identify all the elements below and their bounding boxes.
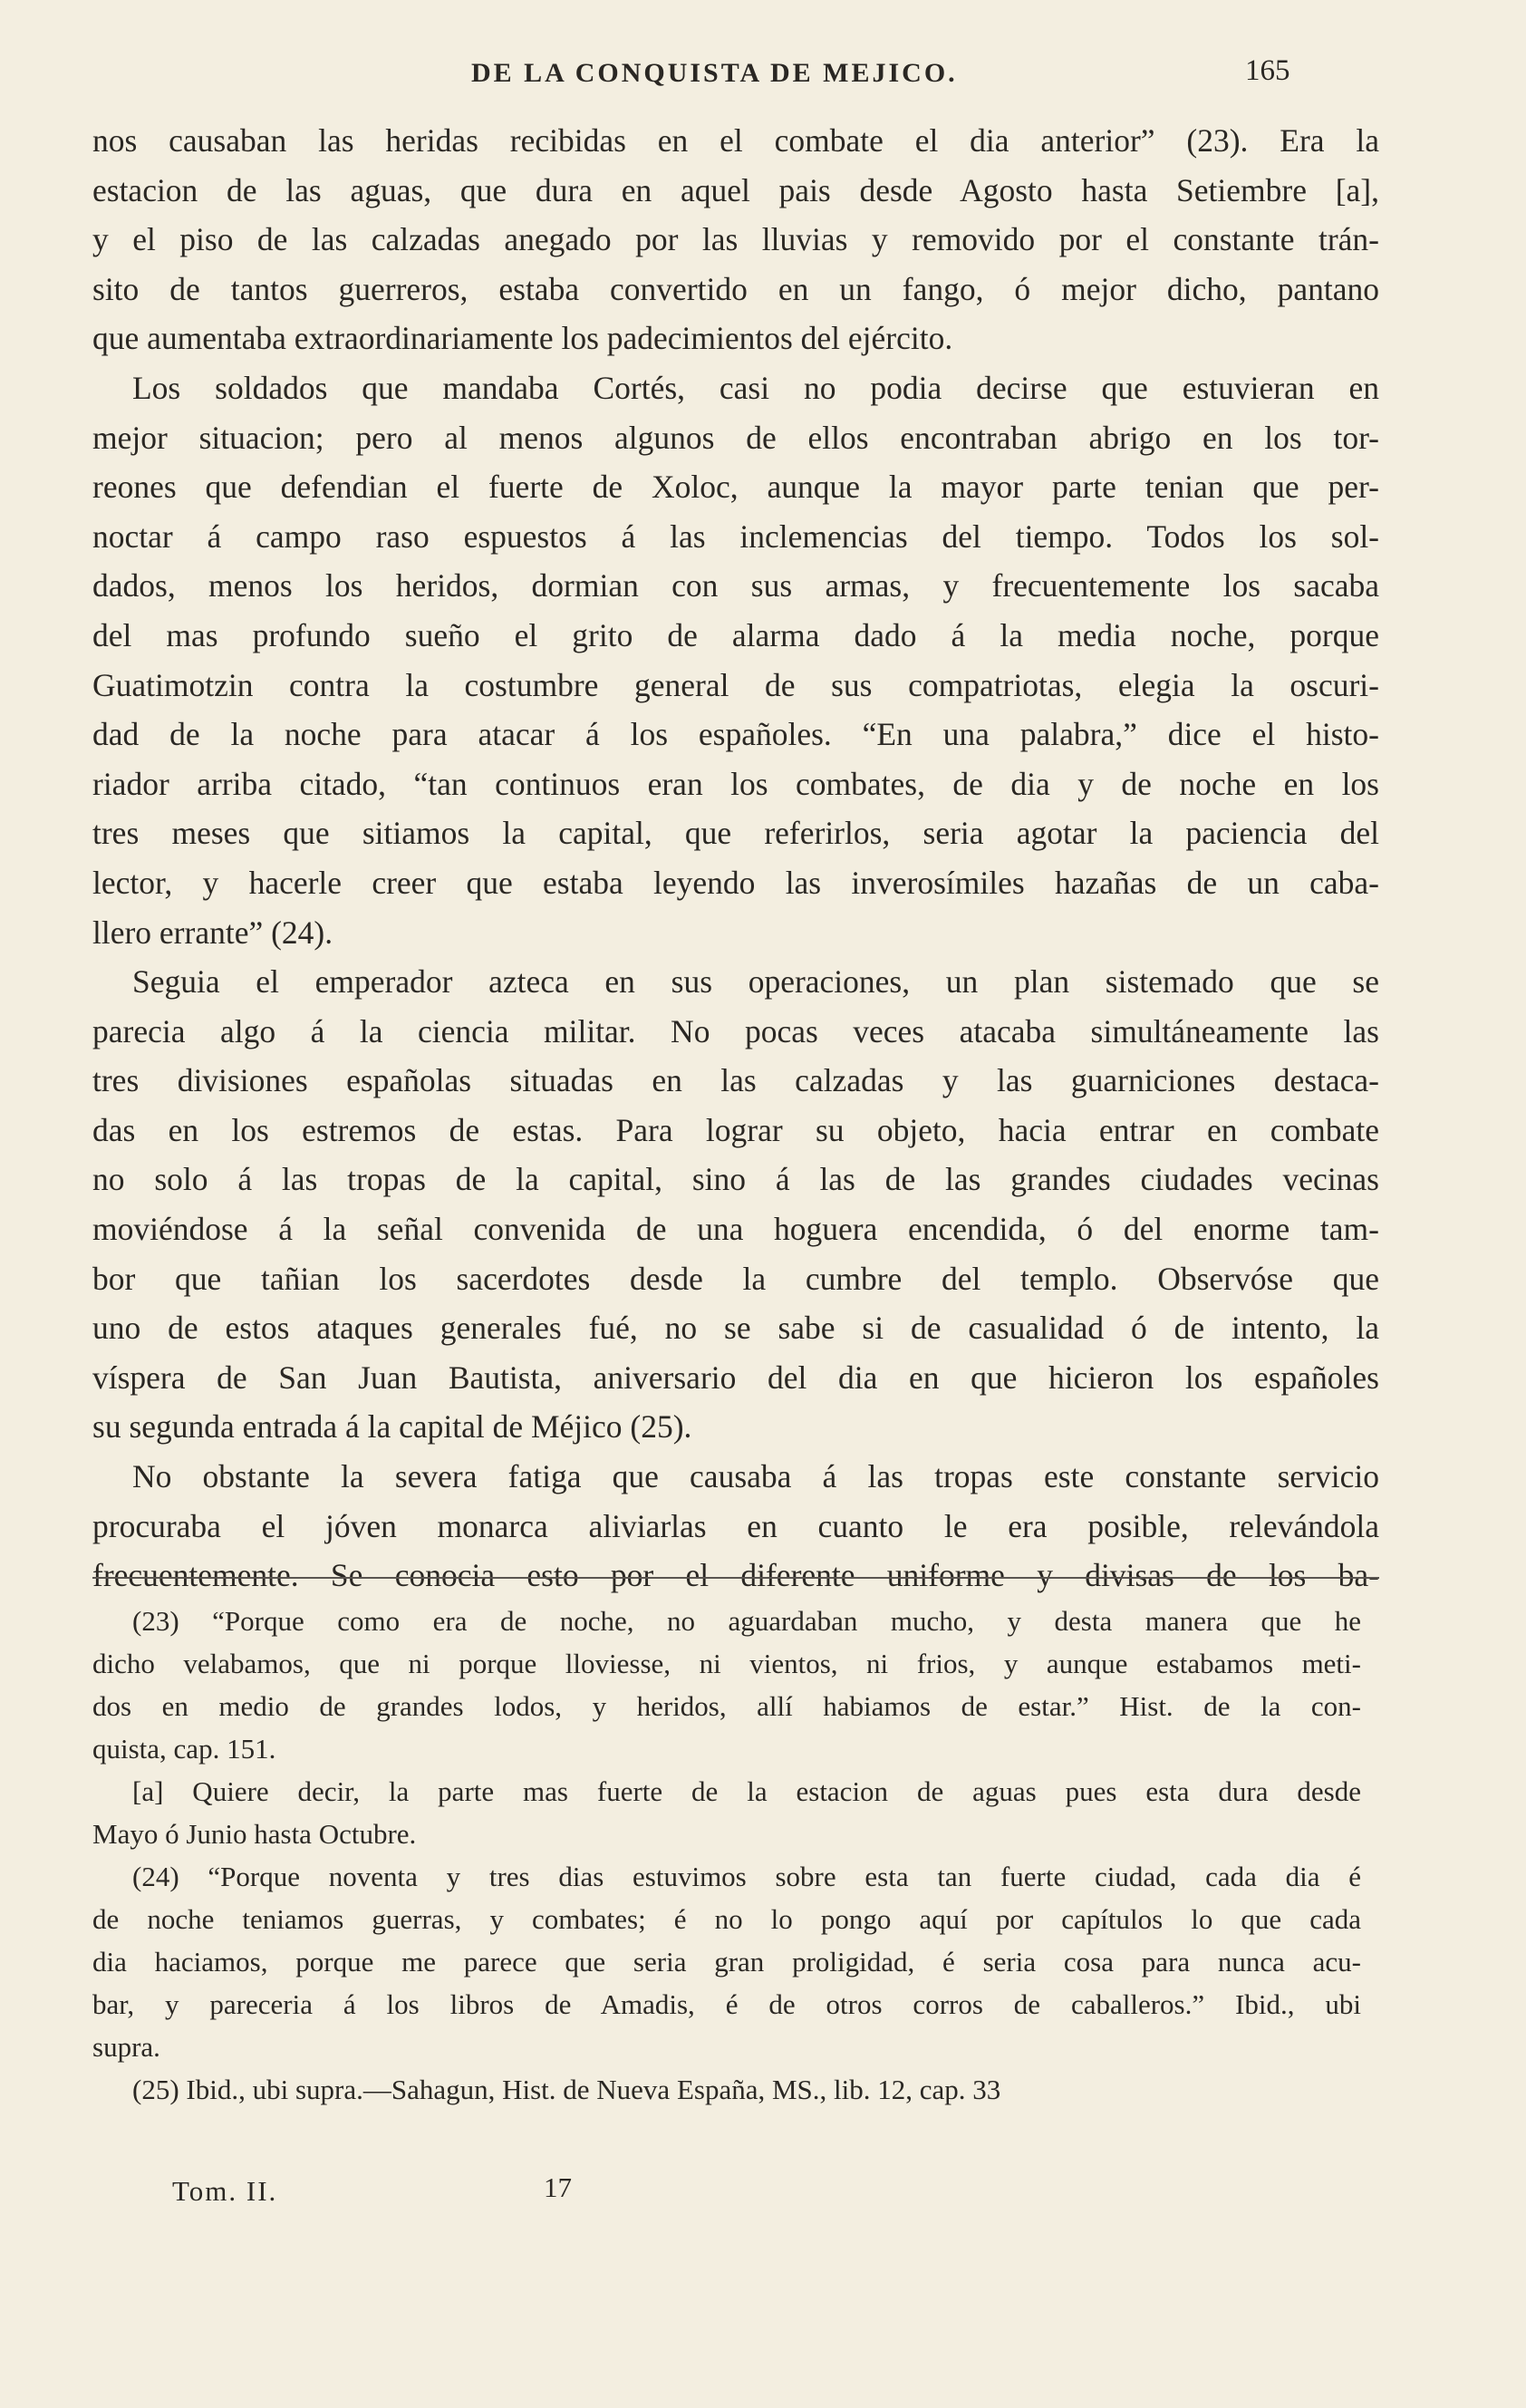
body-line: tres meses que sitiamos la capital, que referirlos, seria agotar la paciencia del <box>92 815 1379 852</box>
sheet-number: 17 <box>544 2171 572 2203</box>
footnote-line: (24) “Porque noventa y tres dias estuvimos sobre esta tan fuerte ciudad, cada dia é <box>132 1861 1361 1892</box>
footnote-line: quista, cap. 151. <box>92 1733 276 1765</box>
signature-line <box>0 2171 1526 2220</box>
footnote-line: dia haciamos, porque me parece que seria gran proligidad, é seria cosa para nunca acu- <box>92 1946 1361 1978</box>
body-line: procuraba el jóven monarca aliviarlas en cuanto le era posible, relevándola <box>92 1507 1379 1544</box>
footnote-line: supra. <box>92 2031 160 2063</box>
body-line: no solo á las tropas de la capital, sino á las de las grandes ciudades vecinas <box>92 1161 1379 1198</box>
body-line: lector, y hacerle creer que estaba leyendo las inverosímiles hazañas de un caba- <box>92 864 1379 901</box>
footnote-line: (23) “Porque como era de noche, no aguardaban mucho, y desta manera que he <box>132 1605 1361 1637</box>
body-line: das en los estremos de estas. Para lograr su objeto, hacia entrar en combate <box>92 1111 1379 1148</box>
body-line: dad de la noche para atacar á los españoles. “En una palabra,” dice el histo- <box>92 716 1379 753</box>
body-line: parecia algo á la ciencia militar. No pocas veces atacaba simultáneamente las <box>92 1012 1379 1049</box>
footnote-divider <box>92 1577 1379 1579</box>
body-line: Los soldados que mandaba Cortés, casi no podia decirse que estuvieran en <box>132 369 1379 406</box>
body-line: Seguia el emperador azteca en sus operaciones, un plan sistemado que se <box>132 963 1379 1001</box>
body-line: bor que tañian los sacerdotes desde la cumbre del templo. Observóse que <box>92 1260 1379 1297</box>
body-line: tres divisiones españolas situadas en las calzadas y las guarniciones destaca- <box>92 1062 1379 1099</box>
body-line: que aumentaba extraordinariamente los padecimientos del ejército. <box>92 320 953 357</box>
body-line: del mas profundo sueño el grito de alarma dado á la media noche, porque <box>92 616 1379 653</box>
body-line: uno de estos ataques generales fué, no se sabe si de casualidad ó de intento, la <box>92 1310 1379 1347</box>
body-line: riador arriba citado, “tan continuos eran los combates, de dia y de noche en los <box>92 765 1379 802</box>
body-line: mejor situacion; pero al menos algunos de ellos encontraban abrigo en los tor- <box>92 419 1379 456</box>
body-line: moviéndose á la señal convenida de una hoguera encendida, ó del enorme tam- <box>92 1211 1379 1248</box>
footnote-line: Mayo ó Junio hasta Octubre. <box>92 1818 417 1850</box>
body-line: reones que defendian el fuerte de Xoloc, aunque la mayor parte tenian que per- <box>92 469 1379 506</box>
body-line: No obstante la severa fatiga que causaba á las tropas este constante servicio <box>132 1458 1379 1495</box>
footnote-line: dos en medio de grandes lodos, y heridos, allí habiamos de estar.” Hist. de la con- <box>92 1690 1361 1722</box>
running-head <box>0 54 1526 100</box>
body-line: y el piso de las calzadas anegado por las lluvias y removido por el constante trán- <box>92 221 1379 258</box>
body-line: noctar á campo raso espuestos á las inclemencias del tiempo. Todos los sol- <box>92 517 1379 555</box>
volume-mark: Tom. II. <box>172 2175 278 2207</box>
body-line: llero errante” (24). <box>92 914 333 951</box>
footnote-line: [a] Quiere decir, la parte mas fuerte de la estacion de aguas pues esta dura desde <box>132 1775 1361 1807</box>
body-text <box>92 116 1379 1600</box>
footnote-line: de noche teniamos guerras, y combates; é no lo pongo aquí por capítulos lo que cada <box>92 1903 1361 1935</box>
footnote-line: (25) Ibid., ubi supra.—Sahagun, Hist. de Nueva España, MS., lib. 12, cap. 33 <box>132 2074 1001 2105</box>
body-line: nos causaban las heridas recibidas en el combate el dia anterior” (23). Era la <box>92 122 1379 159</box>
body-line: dados, menos los heridos, dormian con sus armas, y frecuentemente los sacaba <box>92 567 1379 604</box>
body-line: Guatimotzin contra la costumbre general de sus compatriotas, elegia la oscuri- <box>92 666 1379 703</box>
footnote-line: dicho velabamos, que ni porque lloviesse, ni vientos, ni frios, y aunque estabamos meti- <box>92 1648 1361 1679</box>
body-line: víspera de San Juan Bautista, aniversario del dia en que hicieron los españoles <box>92 1359 1379 1396</box>
page-number: 165 <box>1245 54 1290 87</box>
footnote-line: bar, y pareceria á los libros de Amadis, é de otros corros de caballeros.” Ibid., ubi <box>92 1988 1361 2020</box>
body-line: su segunda entrada á la capital de Méjico (25). <box>92 1408 692 1446</box>
body-line: estacion de las aguas, que dura en aquel pais desde Agosto hasta Setiembre [a], <box>92 171 1379 208</box>
body-line: sito de tantos guerreros, estaba convertido en un fango, ó mejor dicho, pantano <box>92 270 1379 307</box>
running-title: DE LA CONQUISTA DE MEJICO. <box>471 58 958 88</box>
footnotes <box>92 1600 1361 2111</box>
body-line: frecuentemente. Se conocia esto por el diferente uniforme y divisas de los ba- <box>92 1557 1379 1594</box>
